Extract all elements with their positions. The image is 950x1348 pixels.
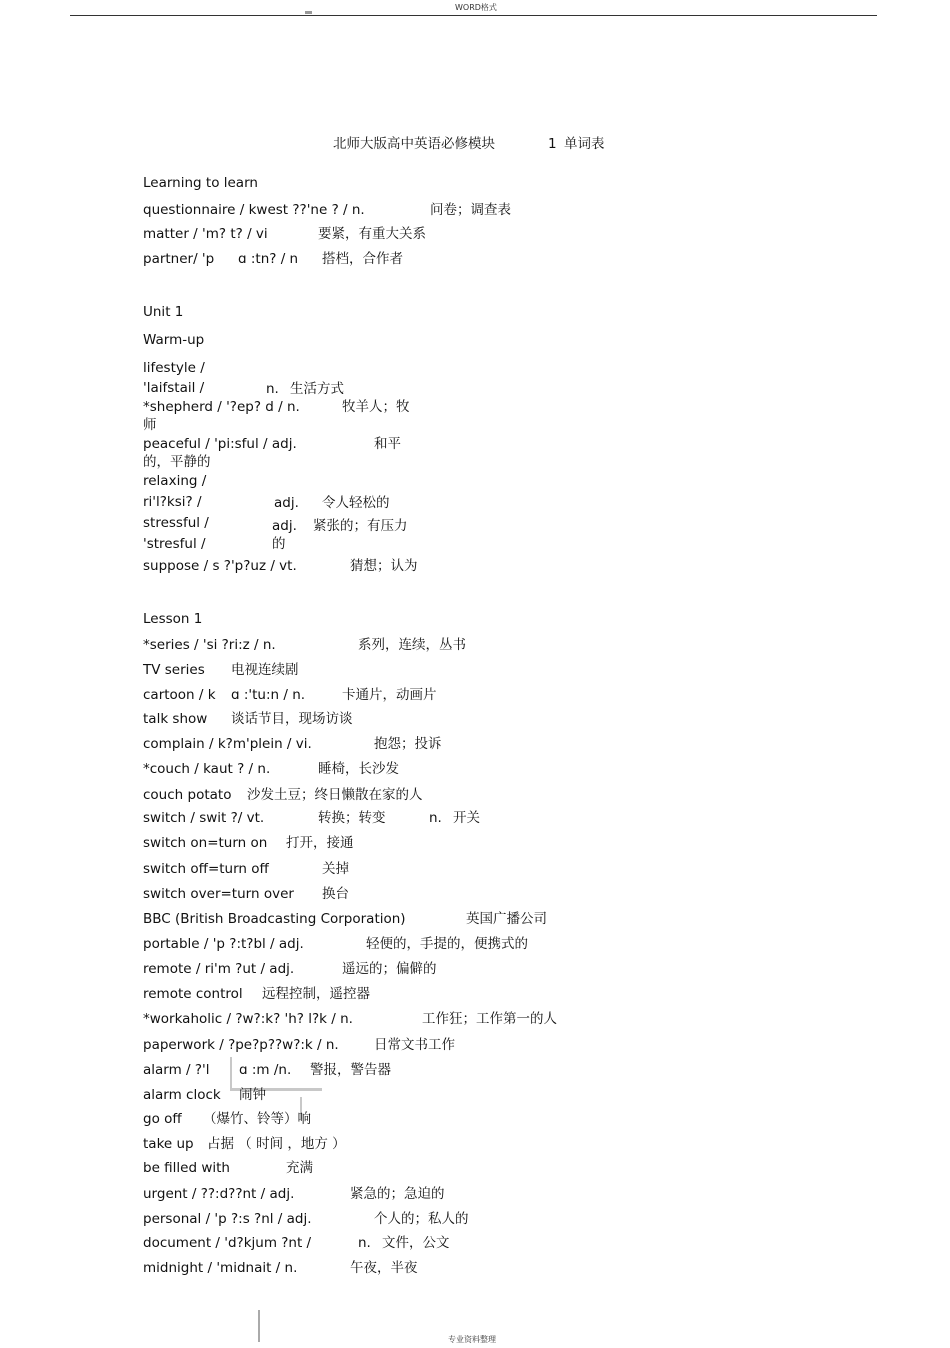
vocab-pos: n. [266, 381, 279, 397]
vocab-en: talk show [143, 711, 208, 727]
vocab-zh: 打开，接通 [286, 835, 354, 851]
vocab-zh: 的，平静的 [143, 454, 211, 470]
vocab-en: *couch / kaut ? / n. [143, 761, 271, 777]
header-label: WORD格式 [455, 3, 497, 12]
vocab-en: relaxing / [143, 473, 207, 489]
vocab-en: matter / 'm? t? / vi [143, 226, 268, 242]
vocab-zh: 师 [143, 417, 157, 433]
vocab-en: 'stresful / [143, 536, 206, 552]
vocab-en: midnight / 'midnait / n. [143, 1260, 298, 1276]
scan-mark [230, 1057, 232, 1090]
vocab-en: portable / 'p ?:t?bl / adj. [143, 936, 304, 952]
vocab-en: urgent / ??:d??nt / adj. [143, 1186, 295, 1202]
vocab-zh: 工作狂；工作第一的人 [422, 1011, 557, 1027]
vocab-zh: 换台 [322, 886, 349, 902]
vocab-en: 'laifstail / [143, 380, 205, 396]
vocab-zh: 午夜，半夜 [350, 1260, 418, 1276]
vocab-phonetic: ɑ :tn? / n [238, 251, 299, 267]
vocab-zh: 卡通片，动画片 [342, 687, 437, 703]
vocab-en: ri'l?ksi? / [143, 494, 202, 510]
vocab-en: switch over=turn over [143, 886, 294, 902]
vocab-en: alarm / ?'l [143, 1062, 210, 1078]
vocab-pos: n. [429, 810, 442, 826]
vocab-en: be filled with [143, 1160, 230, 1176]
vocab-zh: （爆竹、铃等）响 [203, 1111, 311, 1127]
vocab-zh: 英国广播公司 [466, 911, 547, 927]
vocab-zh: 猜想；认为 [350, 558, 418, 574]
vocab-pos: adj. [272, 518, 297, 534]
vocab-zh: 的 [272, 536, 286, 552]
vocab-pos: n. [358, 1235, 371, 1251]
vocab-en: questionnaire / kwest ??'ne ? / n. [143, 202, 365, 218]
vocab-zh: 关掉 [322, 861, 349, 877]
vocab-zh: 文件，公文 [382, 1235, 450, 1251]
vocab-zh: 远程控制，遥控器 [262, 986, 370, 1002]
vocab-en: stressful / [143, 515, 209, 531]
vocab-zh: 要紧，有重大关系 [318, 226, 426, 242]
vocab-en: cartoon / k [143, 687, 216, 703]
section-heading-learning: Learning to learn [143, 175, 258, 191]
vocab-en: remote control [143, 986, 243, 1002]
vocab-zh: 警报，警告器 [310, 1062, 391, 1078]
vocab-zh: 和平 [374, 436, 401, 452]
vocab-zh: 开关 [453, 810, 480, 826]
vocab-zh: 遥远的；偏僻的 [342, 961, 437, 977]
vocab-en: lifestyle / [143, 360, 205, 376]
vocab-en: take up [143, 1136, 194, 1152]
page-title: 北师大版高中英语必修模块 [333, 136, 495, 152]
vocab-zh: 谈话节目，现场访谈 [231, 711, 353, 727]
vocab-en: switch / swit ?/ vt. [143, 810, 265, 826]
vocab-en: *shepherd / '?ep? d / n. [143, 399, 300, 415]
vocab-zh: 牧羊人；牧 [342, 399, 410, 415]
vocab-pos: adj. [274, 495, 299, 511]
vocab-zh: 转换；转变 [318, 810, 386, 826]
vocab-en: partner/ 'p [143, 251, 215, 267]
vocab-en: personal / 'p ?:s ?nl / adj. [143, 1211, 312, 1227]
footer-label: 专业资料整理 [448, 1335, 496, 1344]
vocab-en: *workaholic / ?w?:k? 'h? l?k / n. [143, 1011, 353, 1027]
vocab-en: switch off=turn off [143, 861, 269, 877]
footer-mark [258, 1310, 260, 1342]
vocab-en: go off [143, 1111, 182, 1127]
vocab-zh: 睡椅，长沙发 [318, 761, 399, 777]
header-mark [305, 11, 312, 14]
vocab-zh: 个人的；私人的 [374, 1211, 469, 1227]
vocab-zh: 闹钟 [239, 1087, 266, 1103]
vocab-zh: 电视连续剧 [231, 662, 299, 678]
vocab-zh: 沙发土豆；终日懒散在家的人 [247, 787, 423, 803]
lesson-heading: Lesson 1 [143, 611, 203, 627]
vocab-en: TV series [143, 662, 205, 678]
page-title-number: 1 [548, 136, 557, 152]
vocab-zh: 系列，连续，丛书 [358, 637, 466, 653]
vocab-en: document / 'd?kjum ?nt / [143, 1235, 312, 1251]
vocab-en: suppose / s ?'p?uz / vt. [143, 558, 297, 574]
vocab-zh: 轻便的，手提的，便携式的 [366, 936, 528, 952]
vocab-zh: 日常文书工作 [374, 1037, 455, 1053]
vocab-en: peaceful / 'pi:sful / adj. [143, 436, 297, 452]
vocab-phonetic: ɑ :'tu:n / n. [231, 687, 306, 703]
vocab-phonetic: ɑ :m /n. [239, 1062, 292, 1078]
vocab-en: *series / 'si ?ri:z / n. [143, 637, 276, 653]
vocab-en: switch on=turn on [143, 835, 268, 851]
vocab-zh: 抱怨；投诉 [374, 736, 442, 752]
vocab-zh: 占据 （ 时间 ，地方 ） [207, 1136, 346, 1152]
vocab-zh: 紧急的；急迫的 [350, 1186, 445, 1202]
unit-heading: Unit 1 [143, 304, 184, 320]
vocab-zh: 生活方式 [290, 381, 344, 397]
warmup-heading: Warm-up [143, 332, 205, 348]
vocab-zh: 紧张的；有压力 [313, 518, 408, 534]
vocab-en: BBC (British Broadcasting Corporation) [143, 911, 406, 927]
vocab-zh: 问卷；调查表 [430, 202, 511, 218]
vocab-en: complain / k?m'plein / vi. [143, 736, 312, 752]
vocab-en: couch potato [143, 787, 232, 803]
vocab-zh: 搭档，合作者 [322, 251, 403, 267]
vocab-en: alarm clock [143, 1087, 221, 1103]
vocab-en: paperwork / ?pe?p??w?:k / n. [143, 1037, 339, 1053]
vocab-en: remote / ri'm ?ut / adj. [143, 961, 295, 977]
page-title-suffix: 单词表 [564, 136, 605, 152]
vocab-zh: 充满 [286, 1160, 313, 1176]
vocab-zh: 令人轻松的 [322, 495, 390, 511]
